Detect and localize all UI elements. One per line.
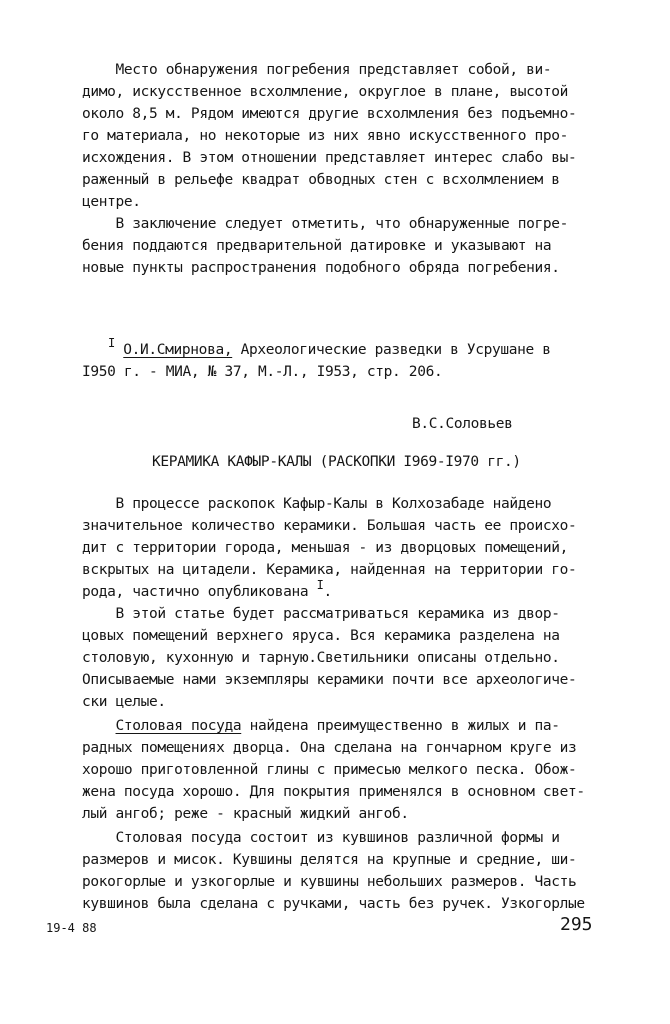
text-fragment: рода, частично опубликована [82, 584, 317, 600]
text-fragment: найдена преимущественно в жилых и па- [241, 718, 560, 734]
reference-marker: I [316, 578, 324, 592]
text-line: хорошо приготовленной глины с примесью мелкого песка. Обож- [82, 762, 577, 778]
print-code: 19-4 88 [46, 921, 97, 935]
footnote-line: I950 г. - МИА, № 37, М.-Л., I953, стр. 206. [82, 364, 443, 380]
text-line: столовую, кухонную и тарную.Светильники описаны отдельно. [82, 650, 560, 666]
text-line: кувшинов была сделана с ручками, часть без ручек. Узкогорлые [82, 896, 585, 912]
text-line: бения поддаются предварительной датировке и указывают на [82, 238, 552, 254]
text-line: В этой статье будет рассматриваться керамика из двор- [82, 606, 560, 622]
text-line: Место обнаружения погребения представляет собой, ви- [82, 62, 552, 78]
text-line: Описываемые нами экземпляры керамики почти все археологиче- [82, 672, 577, 688]
text-line: Столовая посуда состоит из кувшинов различной формы и [82, 830, 560, 846]
text-line: рокогорлые и узкогорлые и кувшины небольших размеров. Часть [82, 874, 577, 890]
text-line: димо, искусственное всхолмление, округлое в плане, высотой [82, 84, 569, 100]
footnote-marker: I [108, 336, 115, 350]
page-number: 295 [560, 914, 593, 935]
text-line: новые пункты распространения подобного обряда погребения. [82, 260, 560, 276]
text-line: значительное количество керамики. Большая часть ее происхо- [82, 518, 577, 534]
text-line: размеров и мисок. Кувшины делятся на крупные и средние, ши- [82, 852, 577, 868]
text-fragment: . [323, 584, 332, 600]
text-line: дит с территории города, меньшая - из дворцовых помещений, [82, 540, 569, 556]
text-line: лый ангоб; реже - красный жидкий ангоб. [82, 806, 409, 822]
text-line: раженный в рельефе квадрат обводных стен с всхолмлением в [82, 172, 560, 188]
text-line [82, 716, 560, 736]
text-line: цовых помещений верхнего яруса. Вся керамика разделена на [82, 628, 560, 644]
footnote-author: О.И.Смирнова, [123, 342, 233, 358]
text-line: около 8,5 м. Рядом имеются другие всхолмления без подъемно- [82, 106, 577, 122]
text-line: исхождения. В этом отношении представляет интерес слабо вы- [82, 150, 577, 166]
article-author: В.С.Соловьев [412, 416, 513, 432]
text-line: го материала, но некоторые из них явно искусственного про- [82, 128, 569, 144]
text-line: ски целые. [82, 694, 166, 710]
text-line: центре. [82, 194, 141, 210]
text-line: жена посуда хорошо. Для покрытия применялся в основном свет- [82, 784, 585, 800]
text-line: В процессе раскопок Кафыр-Калы в Колхозабаде найдено [82, 496, 552, 512]
text-line: В заключение следует отметить, что обнаруженные погре- [82, 216, 569, 232]
text-line: радных помещениях дворца. Она сделана на гончарном круге из [82, 740, 577, 756]
section-lead: Столовая посуда [115, 718, 242, 734]
footnote-line [108, 336, 551, 360]
article-title: КЕРАМИКА КАФЫР-КАЛЫ (РАСКОПКИ I969-I970 гг.) [152, 454, 521, 470]
text-line [82, 578, 332, 602]
text-line: вскрытых на цитадели. Керамика, найденная на территории го- [82, 562, 577, 578]
footnote-text: Археологические разведки в Усрушане в [232, 342, 551, 358]
